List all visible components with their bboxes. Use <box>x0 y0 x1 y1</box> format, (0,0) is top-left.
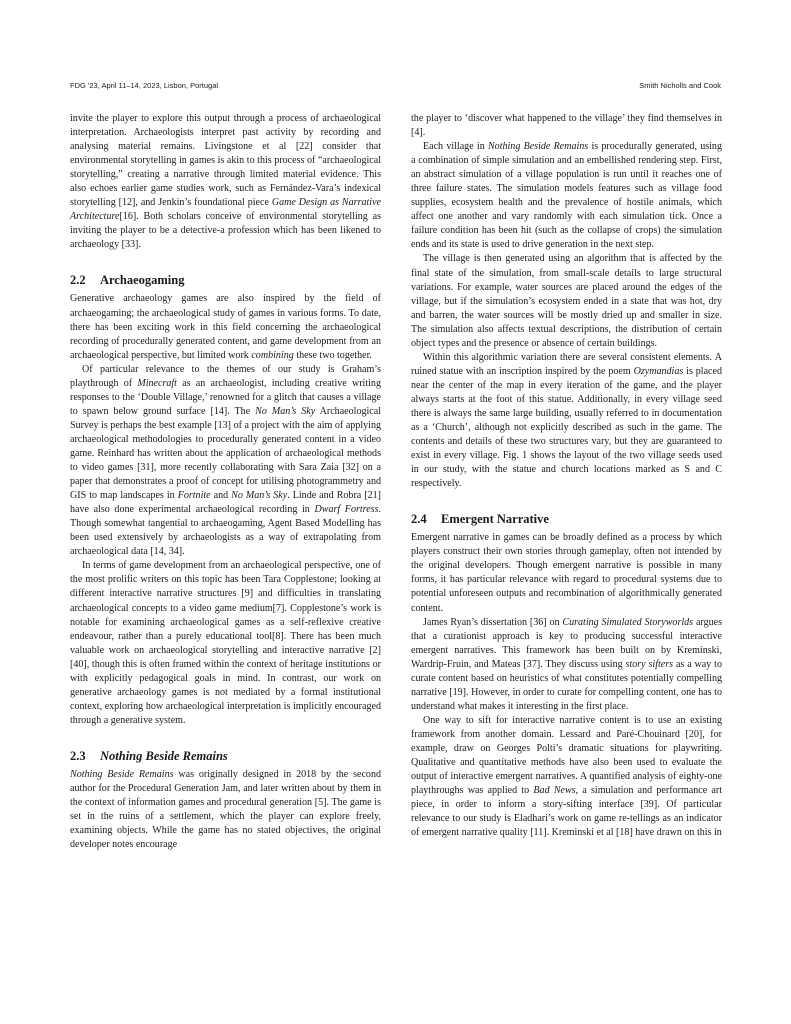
text-run: invite the player to explore this output through a process of archaeological interpretation. Archaeologists interpret past activity by recording and analysing material remains. Livingstone et al [22] consider that environmental storytelling in games is akin to this process of “archaeological storytelling,” creating a narrative through limited material evidence. This also echoes earlier game studies work, such as Fernández-Vara’s indexical storytelling [12], and Jenkin’s foundational piece <box>70 113 381 209</box>
section-number: 2.4 <box>411 512 427 527</box>
text-run: argues that a curationist approach is key to producing successful interactive emergent narratives. This framework has been built on by Kreminski, Wardrip-Fruin, and Mateas [37]. They discuss using <box>411 616 722 670</box>
text-run: . Though somewhat tangential to archaeogaming, Agent Based Modelling has been used extensively by archaeologists as a way of extrapolating from archaeological data [14, 34]. <box>70 504 381 558</box>
italic-text-run: No Man’s Sky <box>255 405 316 417</box>
paragraph <box>70 559 381 728</box>
text-run: In terms of game development from an archaeological perspective, one of the most prolific writers on this topic has been Tara Copplestone; looking at different interactive narrative structures [9] and difficulties in translating archaeological concepts to a video game medium[7]. Copplestone’s work is notable for examining archaeological games as a self-reflexive creative endeavour, rather than a purely educational tool[8]. There has been much valuable work on archaeological storytelling and interactive narrative [2] [40], though this is often framed within the context of heritage institutions or with explicitly pedagogical goals in mind. In contrast, our work on generative archaeology games is not mediated by a formal institutional context, exploring how archaeological interpretation is implicitly encouraged through a generative system. <box>70 560 381 726</box>
text-run: is procedurally generated, using a combination of simple simulation and an embellished rendering step. First, an abstract simulation of a village population is run until it reaches one of three failure states. The simulation models features such as village food supplies, ecosystem health and the prevalence of hostile animals, which affect one another and vary randomly with each simulation tick. Once a failure condition has been hit (such as the collapse of crops) the simulation ends and its state is used to drive generation in the next step. <box>411 141 722 251</box>
section-heading-nothing-beside-remains <box>70 748 381 764</box>
text-run: Emergent narrative in games can be broadly defined as a process by which players construct their own stories through gameplay, often not intended by the original developers. Though emergent narrative is possible in many forms, it has particular relevance with regard to procedural systems due to potential unforeseen outputs and recombination of algorithmically generated content. <box>411 532 722 614</box>
text-run: . Linde and Robra [21] have also done experimental archaeological recording in <box>70 490 381 516</box>
section-heading-emergent-narrative <box>411 511 722 527</box>
section-heading-archaeogaming <box>70 272 381 288</box>
right-column <box>411 112 722 840</box>
text-run: Of particular relevance to the themes of our study is Graham’s playthrough of <box>70 363 381 389</box>
paragraph <box>411 351 722 491</box>
text-run: Within this algorithmic variation there are several consistent elements. A ruined statue with an inscription inspired by the poem <box>411 351 722 377</box>
running-head-venue: FDG '23, April 11–14, 2023, Lisbon, Portugal <box>70 81 219 90</box>
paragraph <box>411 252 722 350</box>
paragraph <box>411 531 722 615</box>
italic-text-run: Game Design as Narrative Architecture <box>70 197 382 223</box>
text-run: these two together. <box>293 349 372 361</box>
paragraph <box>411 714 722 840</box>
text-run: as a way to curate content based on heuristics of what constitutes potentially compelling narrative [19]. However, in order to curate for compelling content, one has to understand what makes it interesting in the first place. <box>411 658 722 712</box>
section-title: Emergent Narrative <box>441 512 549 527</box>
italic-text-run: Fortnite <box>177 490 211 502</box>
section-number: 2.2 <box>70 273 86 288</box>
paragraph <box>411 140 722 252</box>
paragraph <box>70 292 381 362</box>
italic-text-run: Nothing Beside Remains <box>70 768 174 780</box>
italic-text-run: story sifters <box>625 658 674 670</box>
section-number: 2.3 <box>70 748 86 763</box>
text-run: and <box>210 490 232 502</box>
section-title: Archaeogaming <box>100 273 185 288</box>
text-run: One way to sift for interactive narrative content is to use an existing framework from another domain. Lessard and Paré-Chouinard [20], for example, draw on Georges Polti’s dramatic situations for playwriting. Qualitative and quantitative methods have also been used to evaluate the output of interactive emergent narratives. A quantified analysis of eighty-one playthroughs was applied to <box>411 714 722 797</box>
text-run: the player to ‘discover what happened to the village’ they find themselves in [4]. <box>411 113 722 139</box>
text-run: Each village in <box>423 141 488 153</box>
italic-text-run: combining <box>251 349 294 361</box>
italic-text-run: Nothing Beside Remains <box>487 141 589 153</box>
paragraph <box>70 112 381 252</box>
italic-text-run: Ozymandias <box>633 365 684 377</box>
section-title: Nothing Beside Remains <box>100 748 228 763</box>
text-run: Archaeological Survey is perhaps the best example [13] of a project with the aim of applying archaeological methodologies to procedurally generated content in a video game. Reinhard has written about the application of archaeological methods to video games [31], more recently collaborating with Sara Zaia [32] on a paper that demonstrates a proof of concept for utilising photogrammetry and GIS to map landscapes in <box>70 405 381 502</box>
text-run: is placed near the center of the map in every iteration of the game, and the player always starts at the foot of this statue. Additionally, in every village seed there is always the same large building, usually referred to in documentation as a ‘Church’, although not explicitly described as such in the game. The contents and details of these two structures vary, but they are guaranteed to exist in every village. Fig. 1 shows the layout of the two village seeds used in our study, with the statue and church locations marked as S and C respectively. <box>411 365 722 490</box>
text-run: as an archaeologist, including creative writing responses to the ‘Double Village,’ renowned for a glitch that causes a village to spawn below ground surface [14]. The <box>70 377 381 417</box>
text-run: was originally designed in 2018 by the second author for the Procedural Generation Jam, and later written about by them in the context of information games and procedural generation [5]. The game is set in the ruins of a settlement, which the player can explore freely, examining objects. While the game has no stated objectives, the original developer notes encourage <box>70 768 381 851</box>
italic-text-run: No Man’s Sky <box>231 490 288 502</box>
italic-text-run: Minecraft <box>137 377 177 389</box>
text-run: , a simulation and performance art piece, in order to inform a story-sifting interface [39]. Of particular relevance to our study is Eladhari’s work on game re-tellings as an indicator of emergent narrative quality [11]. Kreminski et al [18] have drawn on this in <box>411 785 722 839</box>
text-run: The village is then generated using an algorithm that is affected by the final state of the simulation, from small-scale details to large structural variations. For example, water sources are placed around the edges of the village, but if the simulation’s ecosystem ended in a state that was hot, dry and barren, the water sources will be mostly dried up and smaller in size. The simulation also affects textual descriptions, the distribution of certain object types and the presence or absence of certain buildings. <box>411 253 722 349</box>
running-head-authors: Smith Nicholls and Cook <box>639 81 721 90</box>
left-column <box>70 112 381 852</box>
paragraph <box>70 363 381 560</box>
paragraph <box>411 112 722 140</box>
italic-text-run: Bad News <box>533 785 576 797</box>
text-run: Generative archaeology games are also inspired by the field of archaeogaming; the archaeological study of games in various forms. To date, there has been exciting work in this field concerning the archaeological recording of procedurally generated content, and game development from an archaeological perspective, but limited work <box>70 293 381 361</box>
italic-text-run: Dwarf Fortress <box>314 504 379 516</box>
text-run: James Ryan’s dissertation [36] on <box>423 616 563 628</box>
text-run: [16]. Both scholars conceive of environmental storytelling as inviting the player to be a detective-a profession which has been likened to archaeology [33]. <box>70 211 381 251</box>
paragraph <box>411 616 722 714</box>
italic-text-run: Curating Simulated Storyworlds <box>562 616 694 628</box>
paragraph <box>70 768 381 852</box>
